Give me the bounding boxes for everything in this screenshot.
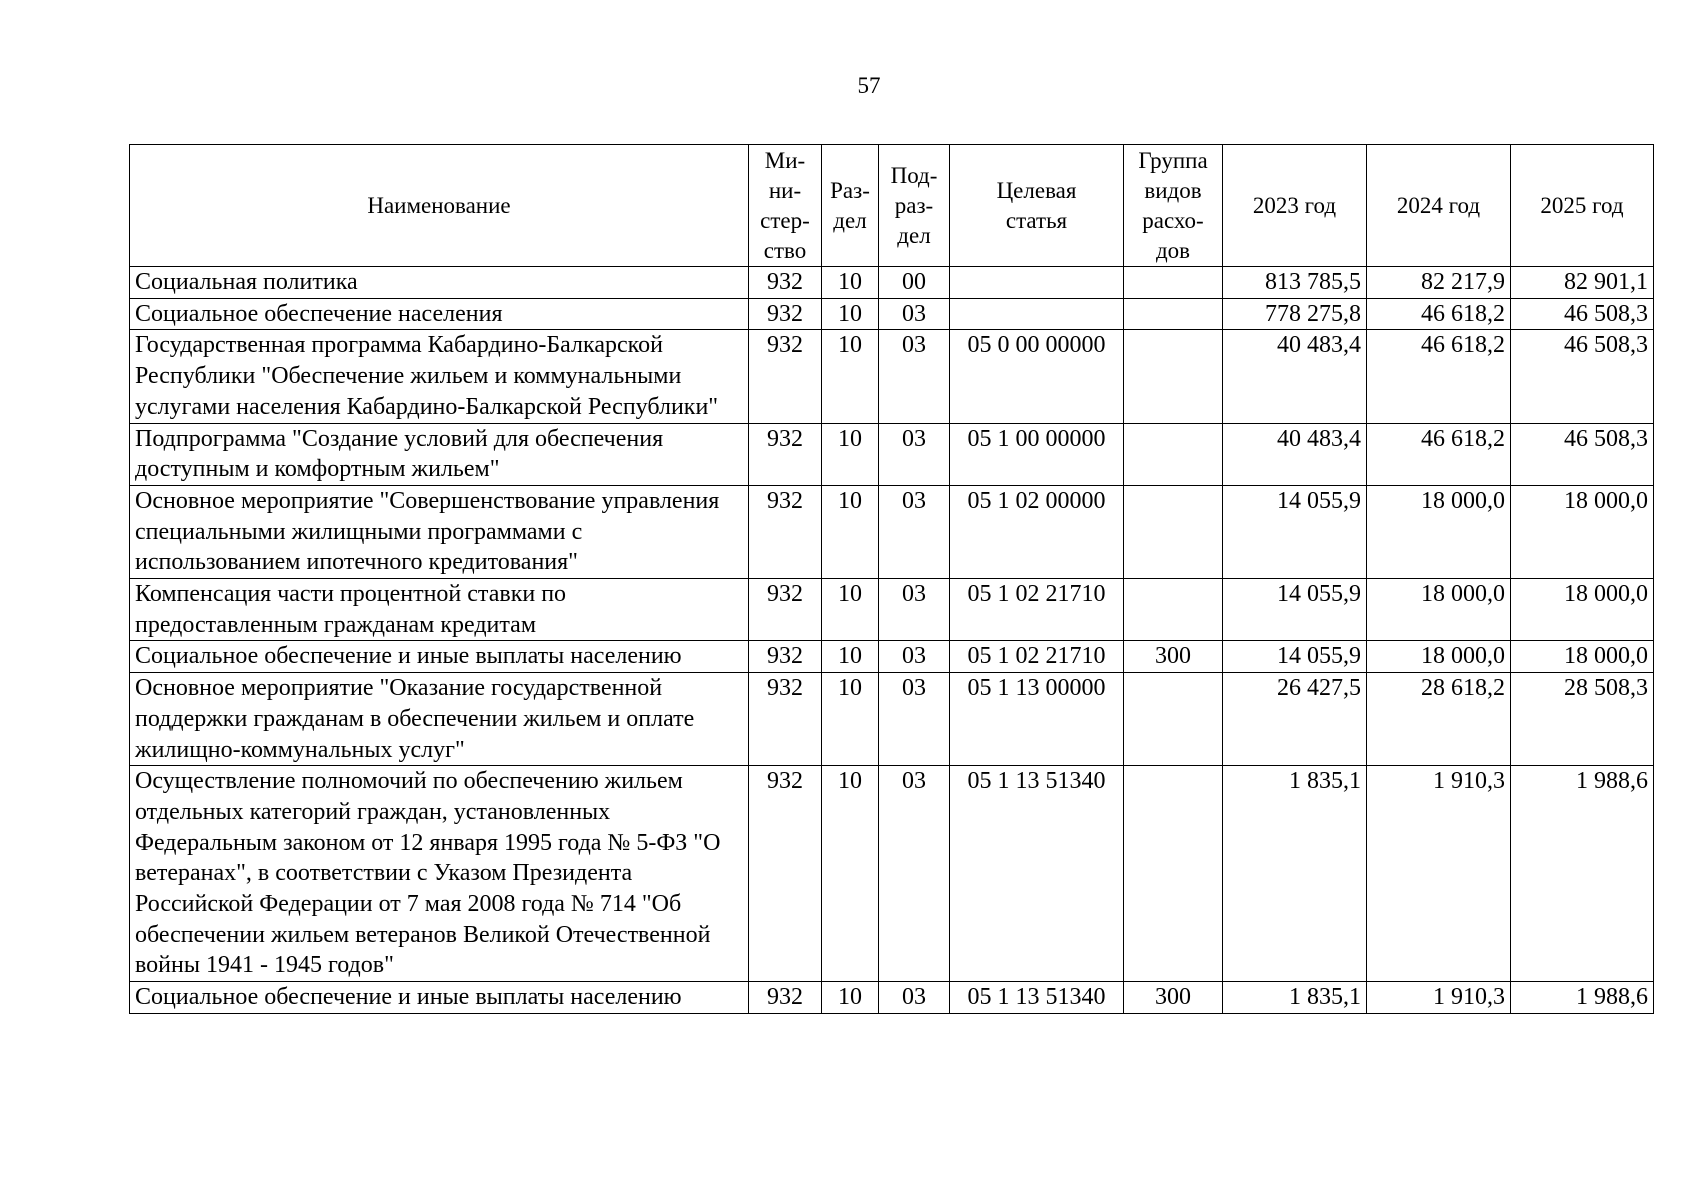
budget-table <box>129 144 1654 1014</box>
cell-ministry: 932 <box>749 330 822 423</box>
cell-2025: 18 000,0 <box>1511 579 1654 641</box>
header-ministry-line: ни- <box>768 177 802 203</box>
cell-2025: 18 000,0 <box>1511 641 1654 673</box>
cell-ministry: 932 <box>749 298 822 330</box>
cell-2024: 1 910,3 <box>1367 766 1511 982</box>
cell-2025: 46 508,3 <box>1511 330 1654 423</box>
cell-target: 05 1 02 21710 <box>950 641 1124 673</box>
cell-ministry: 932 <box>749 982 822 1014</box>
header-section-line: дел <box>833 207 867 233</box>
cell-expense-group <box>1124 673 1223 766</box>
cell-2025: 28 508,3 <box>1511 673 1654 766</box>
cell-section: 10 <box>822 298 879 330</box>
header-expense-group-line: видов <box>1144 177 1202 203</box>
cell-2023: 1 835,1 <box>1223 766 1367 982</box>
cell-2024: 18 000,0 <box>1367 579 1511 641</box>
cell-ministry: 932 <box>749 641 822 673</box>
cell-2024: 46 618,2 <box>1367 298 1511 330</box>
header-ministry <box>749 145 822 267</box>
cell-name: Осуществление полномочий по обеспечению жильем отдельных категорий граждан, установленных Федеральным законом от 12 января 1995 года № 5-ФЗ "О ветеранах", в соответствии с Указом Президента Российской Федерации от 7 мая 2008 года № 714 "Об обеспечении жильем ветеранов Великой Отечественной войны 1941 - 1945 годов" <box>130 766 749 982</box>
cell-target: 05 0 00 00000 <box>950 330 1124 423</box>
cell-2025: 1 988,6 <box>1511 982 1654 1014</box>
cell-subsection: 03 <box>879 298 950 330</box>
header-row <box>130 145 1654 267</box>
header-ministry-line: Ми- <box>764 147 806 173</box>
table-row <box>130 330 1654 423</box>
cell-target: 05 1 02 21710 <box>950 579 1124 641</box>
table-row <box>130 641 1654 673</box>
cell-section: 10 <box>822 982 879 1014</box>
cell-2025: 46 508,3 <box>1511 298 1654 330</box>
cell-expense-group <box>1124 579 1223 641</box>
cell-2024: 46 618,2 <box>1367 423 1511 485</box>
cell-2024: 28 618,2 <box>1367 673 1511 766</box>
cell-name: Социальное обеспечение и иные выплаты населению <box>130 641 749 673</box>
cell-ministry: 932 <box>749 423 822 485</box>
header-target-line: статья <box>1005 207 1068 233</box>
cell-target: 05 1 13 00000 <box>950 673 1124 766</box>
cell-2023: 14 055,9 <box>1223 485 1367 578</box>
cell-2023: 26 427,5 <box>1223 673 1367 766</box>
cell-2024: 1 910,3 <box>1367 982 1511 1014</box>
cell-name: Государственная программа Кабардино-Балкарской Республики "Обеспечение жильем и коммунальными услугами населения Кабардино-Балкарской Республики" <box>130 330 749 423</box>
cell-subsection: 03 <box>879 982 950 1014</box>
table-row <box>130 298 1654 330</box>
table-row <box>130 982 1654 1014</box>
cell-ministry: 932 <box>749 673 822 766</box>
cell-target: 05 1 02 00000 <box>950 485 1124 578</box>
table-row <box>130 673 1654 766</box>
cell-section: 10 <box>822 673 879 766</box>
cell-section: 10 <box>822 267 879 299</box>
cell-section: 10 <box>822 641 879 673</box>
cell-expense-group <box>1124 298 1223 330</box>
cell-subsection: 03 <box>879 330 950 423</box>
cell-name: Компенсация части процентной ставки по предоставленным гражданам кредитам <box>130 579 749 641</box>
header-year-2023: 2023 год <box>1223 145 1367 267</box>
cell-2023: 813 785,5 <box>1223 267 1367 299</box>
header-expense-group-line: дов <box>1155 237 1191 263</box>
cell-name: Подпрограмма "Создание условий для обеспечения доступным и комфортным жильем" <box>130 423 749 485</box>
cell-subsection: 03 <box>879 485 950 578</box>
cell-2024: 18 000,0 <box>1367 485 1511 578</box>
header-target-line: Целевая <box>996 177 1077 203</box>
cell-ministry: 932 <box>749 579 822 641</box>
cell-2023: 1 835,1 <box>1223 982 1367 1014</box>
header-expense-group <box>1124 145 1223 267</box>
cell-subsection: 03 <box>879 673 950 766</box>
cell-section: 10 <box>822 330 879 423</box>
cell-2023: 778 275,8 <box>1223 298 1367 330</box>
cell-target <box>950 267 1124 299</box>
cell-name: Социальная политика <box>130 267 749 299</box>
cell-2023: 40 483,4 <box>1223 330 1367 423</box>
header-ministry-line: ство <box>763 237 807 263</box>
cell-name: Основное мероприятие "Оказание государственной поддержки гражданам в обеспечении жильем и оплате жилищно-коммунальных услуг" <box>130 673 749 766</box>
table-row <box>130 579 1654 641</box>
cell-name: Основное мероприятие "Совершенствование управления специальными жилищными программами с использованием ипотечного кредитования" <box>130 485 749 578</box>
header-expense-group-line: Группа <box>1138 147 1208 173</box>
cell-name: Социальное обеспечение и иные выплаты населению <box>130 982 749 1014</box>
cell-2023: 14 055,9 <box>1223 579 1367 641</box>
cell-section: 10 <box>822 766 879 982</box>
cell-subsection: 03 <box>879 423 950 485</box>
table-row <box>130 766 1654 982</box>
cell-subsection: 03 <box>879 766 950 982</box>
cell-ministry: 932 <box>749 267 822 299</box>
cell-section: 10 <box>822 423 879 485</box>
cell-name: Социальное обеспечение населения <box>130 298 749 330</box>
cell-2024: 82 217,9 <box>1367 267 1511 299</box>
cell-section: 10 <box>822 485 879 578</box>
cell-2024: 46 618,2 <box>1367 330 1511 423</box>
cell-2023: 40 483,4 <box>1223 423 1367 485</box>
cell-ministry: 932 <box>749 766 822 982</box>
cell-expense-group <box>1124 766 1223 982</box>
cell-2025: 1 988,6 <box>1511 766 1654 982</box>
header-section <box>822 145 879 267</box>
cell-expense-group <box>1124 330 1223 423</box>
cell-expense-group <box>1124 267 1223 299</box>
cell-subsection: 03 <box>879 579 950 641</box>
cell-expense-group: 300 <box>1124 982 1223 1014</box>
header-year-2024: 2024 год <box>1367 145 1511 267</box>
header-subsection-line: раз- <box>894 192 934 218</box>
header-name: Наименование <box>130 145 749 267</box>
cell-2023: 14 055,9 <box>1223 641 1367 673</box>
cell-expense-group <box>1124 423 1223 485</box>
header-subsection-line: Под- <box>890 162 938 188</box>
cell-target: 05 1 00 00000 <box>950 423 1124 485</box>
header-ministry-line: стер- <box>760 207 810 233</box>
cell-2025: 18 000,0 <box>1511 485 1654 578</box>
page-number: 57 <box>857 73 881 98</box>
cell-section: 10 <box>822 579 879 641</box>
cell-2025: 46 508,3 <box>1511 423 1654 485</box>
cell-subsection: 00 <box>879 267 950 299</box>
cell-target: 05 1 13 51340 <box>950 982 1124 1014</box>
table-header <box>130 145 1654 267</box>
header-target <box>950 145 1124 267</box>
table-row <box>130 423 1654 485</box>
table-row <box>130 485 1654 578</box>
header-section-line: Раз- <box>830 177 870 203</box>
cell-ministry: 932 <box>749 485 822 578</box>
cell-target: 05 1 13 51340 <box>950 766 1124 982</box>
cell-expense-group: 300 <box>1124 641 1223 673</box>
cell-target <box>950 298 1124 330</box>
cell-subsection: 03 <box>879 641 950 673</box>
header-year-2025: 2025 год <box>1511 145 1654 267</box>
table-row <box>130 267 1654 299</box>
table-body <box>130 267 1654 1014</box>
header-subsection-line: дел <box>897 222 931 248</box>
header-subsection <box>879 145 950 267</box>
cell-2024: 18 000,0 <box>1367 641 1511 673</box>
cell-2025: 82 901,1 <box>1511 267 1654 299</box>
header-expense-group-line: расхо- <box>1142 207 1204 233</box>
cell-expense-group <box>1124 485 1223 578</box>
